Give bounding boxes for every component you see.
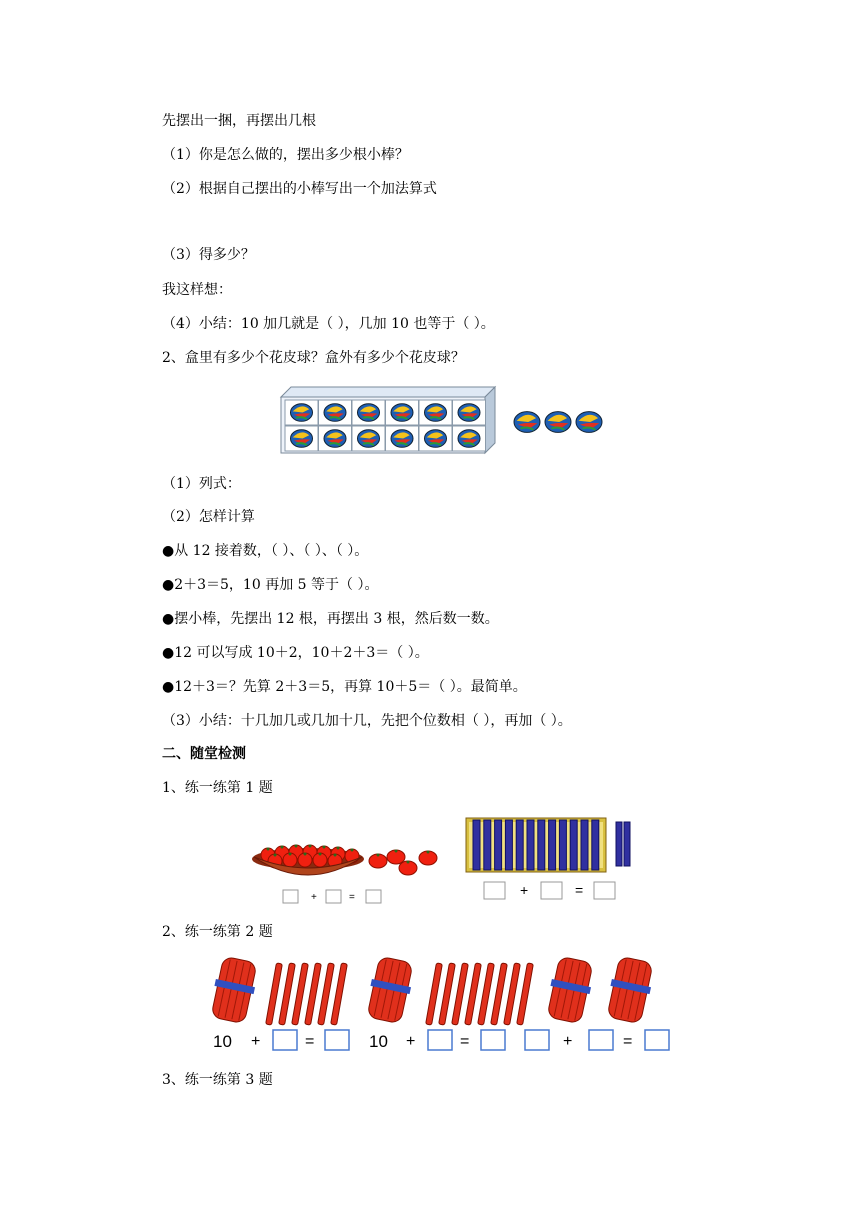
ball-icon bbox=[358, 404, 380, 422]
answer-box[interactable] bbox=[428, 1030, 452, 1050]
answer-box[interactable] bbox=[645, 1030, 669, 1050]
ball-icon bbox=[324, 404, 346, 422]
stick-bundle-icon bbox=[604, 956, 656, 1025]
exercise-3-title: 3、练一练第 3 题 bbox=[162, 1072, 273, 1088]
ball-icon bbox=[324, 430, 346, 448]
ball-icon bbox=[291, 430, 313, 448]
ten-label: 10 bbox=[213, 1032, 232, 1051]
stick-icon bbox=[495, 820, 502, 870]
ball-icon bbox=[358, 430, 380, 448]
answer-box[interactable] bbox=[525, 1030, 549, 1050]
stick-icon bbox=[516, 820, 523, 870]
equals-sign: = bbox=[575, 882, 584, 898]
tomato-icon bbox=[313, 853, 327, 868]
sticks-rack-figure bbox=[464, 814, 644, 904]
tomato-icon bbox=[387, 850, 405, 865]
stick-icon bbox=[570, 820, 577, 870]
tomato-icon bbox=[283, 853, 297, 868]
text-line-5: 我这样想： bbox=[162, 282, 232, 298]
answer-box[interactable] bbox=[481, 1030, 505, 1050]
plus-sign: + bbox=[251, 1033, 261, 1050]
stick-icon bbox=[484, 820, 491, 870]
stick-bundle-icon bbox=[544, 956, 596, 1025]
answer-box[interactable] bbox=[325, 1030, 349, 1050]
equals-sign: = bbox=[623, 1033, 633, 1050]
tomato-icon bbox=[298, 853, 312, 868]
ten-label: 10 bbox=[369, 1032, 388, 1051]
ball-icon bbox=[425, 430, 447, 448]
ball-icon bbox=[425, 404, 447, 422]
question-3: （3）得多少？ bbox=[162, 247, 255, 263]
ball-icon bbox=[514, 412, 540, 433]
method-1: ●从 12 接着数，（ ）、（ ）、（ ）。 bbox=[162, 543, 369, 559]
answer-box[interactable] bbox=[484, 882, 505, 899]
equals-sign: = bbox=[460, 1033, 470, 1050]
answer-box[interactable] bbox=[326, 890, 341, 903]
answer-box[interactable] bbox=[541, 882, 562, 899]
stick-icon bbox=[549, 820, 556, 870]
problem-2: 2、盒里有多少个花皮球？盒外有多少个花皮球？ bbox=[162, 350, 465, 366]
section-heading: 二、随堂检测 bbox=[162, 746, 246, 762]
answer-box[interactable] bbox=[273, 1030, 297, 1050]
exercise-1-title: 1、练一练第 1 题 bbox=[162, 780, 273, 796]
question-list: （1）列式： bbox=[162, 476, 241, 492]
stick-bundle-icon bbox=[208, 956, 260, 1025]
method-2: ●2＋3＝5，10 再加 5 等于（ ）。 bbox=[162, 577, 379, 593]
question-how: （2）怎样计算 bbox=[162, 509, 255, 525]
stick-bundle-icon bbox=[364, 956, 416, 1025]
stick-icon bbox=[559, 820, 566, 870]
stick-icon bbox=[592, 820, 599, 870]
plus-sign: + bbox=[311, 892, 317, 903]
exercise-2-title: 2、练一练第 2 题 bbox=[162, 924, 273, 940]
ball-icon bbox=[291, 404, 313, 422]
plus-sign: + bbox=[563, 1033, 573, 1050]
question-1: （1）你是怎么做的，摆出多少根小棒？ bbox=[162, 147, 409, 163]
plus-sign: + bbox=[406, 1033, 416, 1050]
stick-icon bbox=[538, 820, 545, 870]
ball-icon bbox=[576, 412, 602, 433]
summary-3: （3）小结：十几加几或几加十几，先把个位数相（ ），再加（ ）。 bbox=[162, 713, 572, 729]
summary-4: （4）小结：10 加几就是（ ），几加 10 也等于（ ）。 bbox=[162, 316, 495, 332]
ball-icon bbox=[458, 430, 480, 448]
equals-sign: = bbox=[305, 1033, 315, 1050]
ball-icon bbox=[545, 412, 571, 433]
equals-sign: = bbox=[349, 892, 355, 903]
stick-icon bbox=[581, 820, 588, 870]
stick-icon bbox=[624, 822, 630, 866]
answer-box[interactable] bbox=[283, 890, 298, 903]
stick-icon bbox=[616, 822, 622, 866]
bundles-figure bbox=[205, 955, 675, 1055]
tomato-icon bbox=[399, 861, 417, 876]
ball-icon bbox=[458, 404, 480, 422]
balls-box-figure bbox=[275, 381, 620, 459]
stick-icon bbox=[473, 820, 480, 870]
method-3: ●摆小棒，先摆出 12 根，再摆出 3 根，然后数一数。 bbox=[162, 611, 499, 627]
tomato-icon bbox=[369, 854, 387, 869]
answer-box[interactable] bbox=[594, 882, 615, 899]
tomato-icon bbox=[419, 851, 437, 866]
stick-icon bbox=[505, 820, 512, 870]
plus-sign: + bbox=[520, 882, 529, 898]
ball-icon bbox=[391, 430, 413, 448]
method-4: ●12 可以写成 10＋2，10＋2＋3＝（ ）。 bbox=[162, 645, 429, 661]
stick-icon bbox=[527, 820, 534, 870]
answer-box[interactable] bbox=[589, 1030, 613, 1050]
ball-icon bbox=[391, 404, 413, 422]
answer-box[interactable] bbox=[366, 890, 381, 903]
tomatoes-figure bbox=[250, 833, 450, 907]
text-line-1: 先摆出一捆，再摆出几根 bbox=[162, 113, 316, 129]
method-5: ●12＋3＝？先算 2＋3＝5，再算 10＋5＝（ ）。最简单。 bbox=[162, 679, 527, 695]
question-2: （2）根据自己摆出的小棒写出一个加法算式 bbox=[162, 181, 437, 197]
